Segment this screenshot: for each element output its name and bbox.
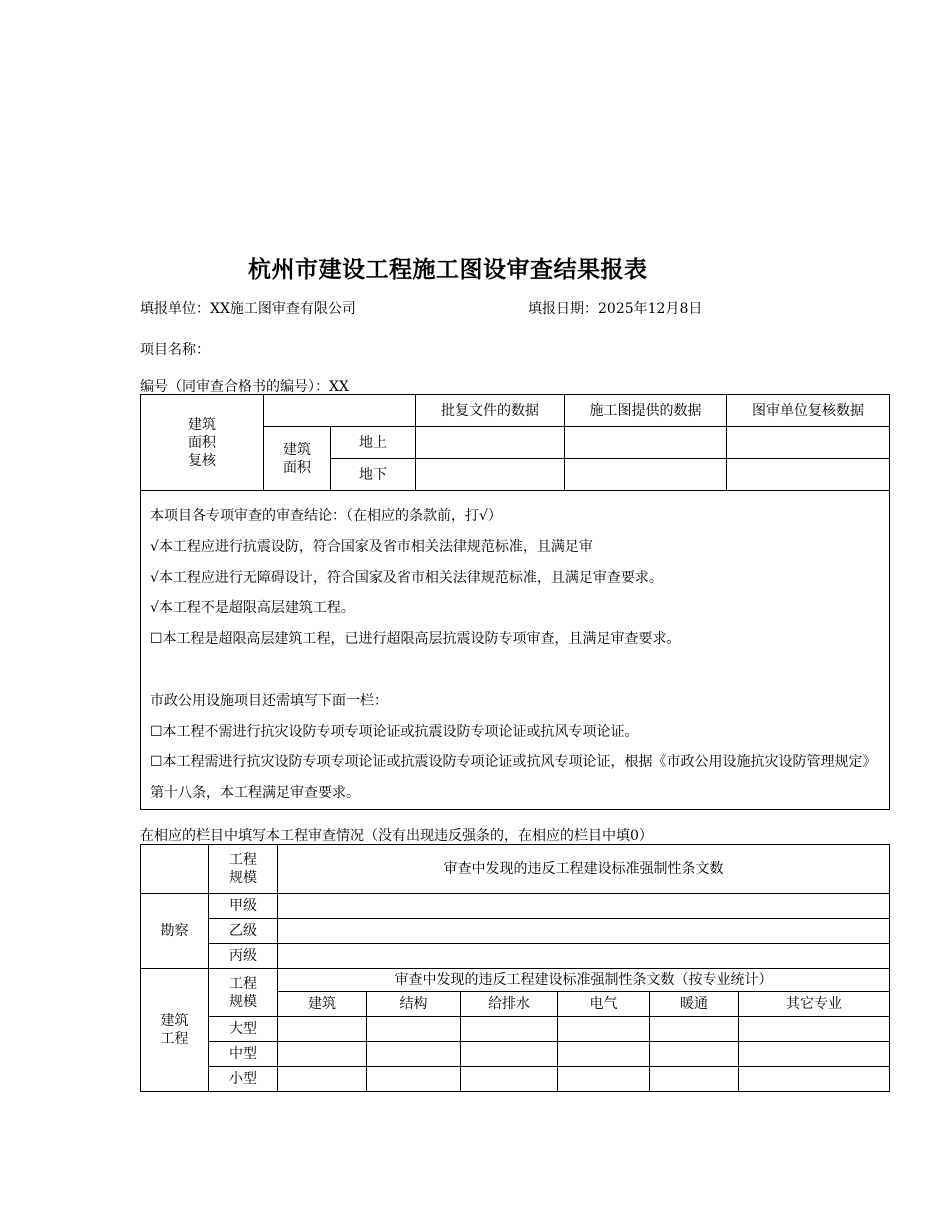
below-ground-label: 地下 bbox=[331, 459, 416, 491]
review-note: 在相应的栏目中填写本工程审查情况（没有出现违反强条的，在相应的栏目中填0） bbox=[140, 828, 653, 844]
fill-unit: 填报单位：XX施工图审查有限公司 bbox=[140, 301, 356, 317]
discipline-architecture: 建筑 bbox=[278, 992, 367, 1017]
area-review-table bbox=[140, 394, 890, 810]
below-review-cell[interactable] bbox=[727, 459, 890, 491]
size-small-label: 小型 bbox=[209, 1067, 278, 1092]
table-cell[interactable] bbox=[278, 1017, 367, 1042]
conclusion-item-highrise[interactable]: ☐本工程是超限高层建筑工程，已进行超限高层抗震设防专项审查，且满足审查要求。 bbox=[150, 631, 681, 648]
scale-header-line: 工程 bbox=[229, 975, 257, 992]
building-project-line: 工程 bbox=[160, 1031, 189, 1047]
table-cell[interactable] bbox=[461, 1017, 558, 1042]
page-title: 杭州市建设工程施工图设审查结果报表 bbox=[248, 257, 648, 283]
review-conclusion-block bbox=[141, 491, 890, 810]
discipline-structure: 结构 bbox=[367, 992, 461, 1017]
violations-table bbox=[140, 844, 890, 1092]
above-ground-label: 地上 bbox=[331, 427, 416, 459]
size-medium-label: 中型 bbox=[209, 1042, 278, 1067]
table-cell[interactable] bbox=[278, 1067, 367, 1092]
scale-header-line: 工程 bbox=[229, 852, 257, 868]
conclusion-item-disaster-review[interactable]: ☐本工程需进行抗灾设防专项专项论证或抗震设防专项论证或抗风专项论证，根据《市政公用设施抗灾设防管理规定》第十八条，本工程满足审查要求。 bbox=[150, 754, 877, 802]
scale-header-line: 规模 bbox=[229, 993, 257, 1010]
grade-b-label: 乙级 bbox=[209, 919, 278, 944]
area-review-label-line: 面积 bbox=[188, 434, 216, 451]
building-project-line: 建筑 bbox=[160, 1013, 189, 1029]
municipal-intro: 市政公用设施项目还需填写下面一栏： bbox=[150, 692, 388, 709]
scale-header-line: 规模 bbox=[229, 870, 257, 886]
conclusion-item-accessibility[interactable]: √本工程应进行无障碍设计，符合国家及省市相关法律规范标准，且满足审查要求。 bbox=[150, 569, 663, 586]
table-cell[interactable] bbox=[650, 1042, 739, 1067]
building-area-line: 建筑 bbox=[283, 441, 311, 458]
col-review-header: 图审单位复核数据 bbox=[727, 395, 890, 427]
violations-header: 审查中发现的违反工程建设标准强制性条文数 bbox=[278, 845, 890, 894]
table-cell[interactable] bbox=[558, 1067, 650, 1092]
grade-a-cell[interactable] bbox=[278, 894, 890, 919]
table-cell[interactable] bbox=[650, 1017, 739, 1042]
table-cell[interactable] bbox=[367, 1017, 461, 1042]
below-drawing-cell[interactable] bbox=[565, 459, 727, 491]
scale-header bbox=[209, 969, 278, 1017]
conclusion-intro: 本项目各专项审查的审查结论：（在相应的条款前，打√） bbox=[150, 508, 502, 524]
area-review-label-line: 建筑 bbox=[188, 416, 216, 433]
grade-b-cell[interactable] bbox=[278, 919, 890, 944]
size-large-label: 大型 bbox=[209, 1017, 278, 1042]
below-approval-cell[interactable] bbox=[416, 459, 565, 491]
table-cell[interactable] bbox=[367, 1042, 461, 1067]
discipline-electrical: 电气 bbox=[558, 992, 650, 1017]
grade-c-cell[interactable] bbox=[278, 944, 890, 969]
table-cell[interactable] bbox=[739, 1042, 890, 1067]
building-project-label bbox=[141, 969, 209, 1092]
grade-c-label: 丙级 bbox=[209, 944, 278, 969]
table-cell[interactable] bbox=[461, 1067, 558, 1092]
table-cell[interactable] bbox=[558, 1042, 650, 1067]
area-review-label-line: 复核 bbox=[188, 452, 216, 469]
conclusion-item-no-disaster-review[interactable]: ☐本工程不需进行抗灾设防专项专项论证或抗震设防专项论证或抗风专项论证。 bbox=[150, 723, 639, 740]
fill-date: 填报日期：2025年12月8日 bbox=[528, 301, 703, 317]
scale-header bbox=[209, 845, 278, 894]
table-cell[interactable] bbox=[650, 1067, 739, 1092]
project-name-label: 项目名称： bbox=[140, 342, 210, 358]
building-area-line: 面积 bbox=[283, 459, 311, 476]
col-drawing-header: 施工图提供的数据 bbox=[565, 395, 727, 427]
conclusion-item-seismic[interactable]: √本工程应进行抗震设防，符合国家及省市相关法律规范标准，且满足审 bbox=[150, 538, 593, 555]
table-cell[interactable] bbox=[278, 1042, 367, 1067]
table-cell[interactable] bbox=[367, 1067, 461, 1092]
discipline-other: 其它专业 bbox=[739, 992, 890, 1017]
building-area-label bbox=[264, 427, 331, 491]
above-drawing-cell[interactable] bbox=[565, 427, 727, 459]
conclusion-item-not-highrise[interactable]: √本工程不是超限高层建筑工程。 bbox=[150, 600, 355, 617]
discipline-hvac: 暖通 bbox=[650, 992, 739, 1017]
blank-corner-cell bbox=[141, 845, 209, 894]
survey-label: 勘察 bbox=[141, 894, 209, 969]
col-approval-header: 批复文件的数据 bbox=[416, 395, 565, 427]
above-review-cell[interactable] bbox=[727, 427, 890, 459]
serial-number: 编号（同审查合格书的编号）：XX bbox=[140, 379, 349, 395]
table-cell[interactable] bbox=[739, 1017, 890, 1042]
above-approval-cell[interactable] bbox=[416, 427, 565, 459]
area-review-group bbox=[141, 395, 264, 491]
table-cell[interactable] bbox=[461, 1042, 558, 1067]
violations-by-discipline-header: 审查中发现的违反工程建设标准强制性条文数（按专业统计） bbox=[278, 969, 890, 992]
table-cell[interactable] bbox=[558, 1017, 650, 1042]
grade-a-label: 甲级 bbox=[209, 894, 278, 919]
spacer bbox=[150, 655, 889, 686]
discipline-plumbing: 给排水 bbox=[461, 992, 558, 1017]
table-cell[interactable] bbox=[739, 1067, 890, 1092]
blank-header-cell bbox=[264, 395, 416, 427]
